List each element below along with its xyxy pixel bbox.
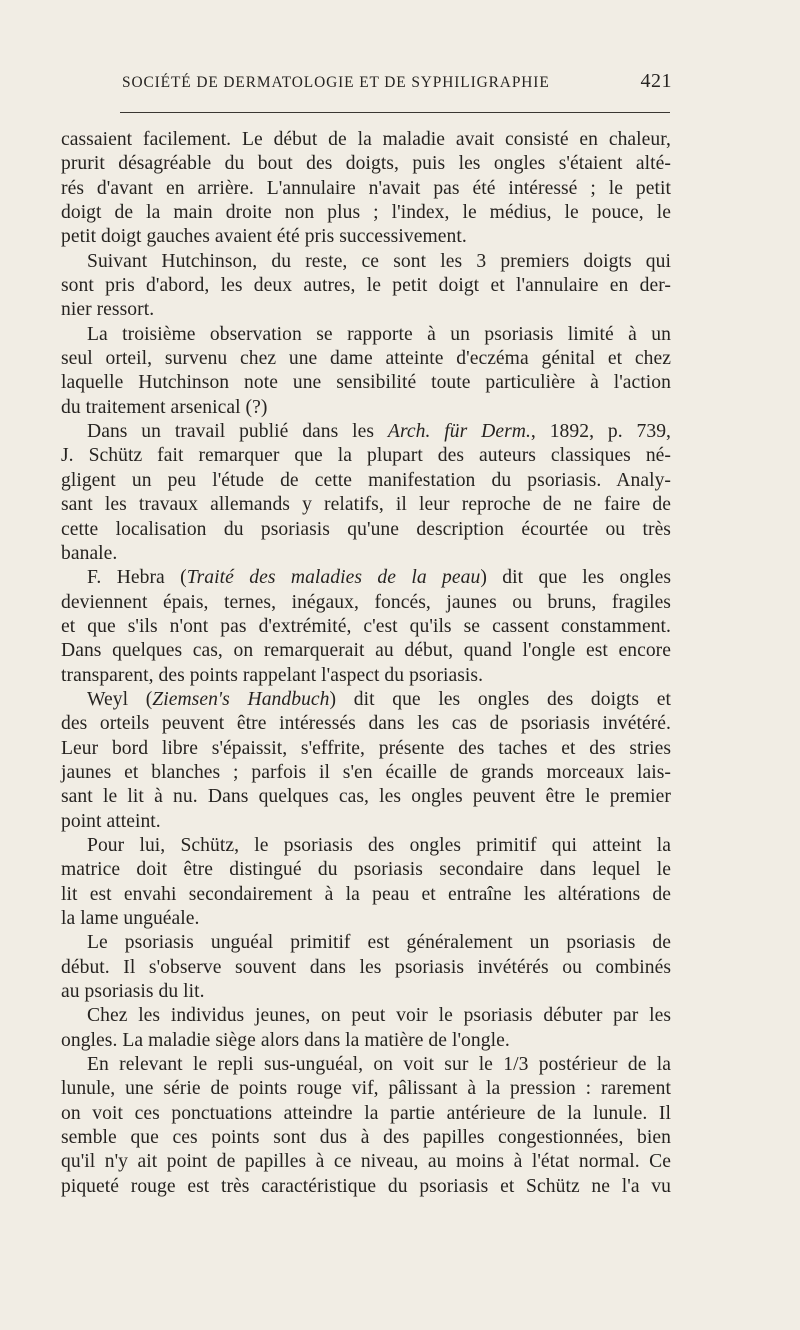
text-line: Suivant Hutchinson, du reste, ce sont les 3 premiers doigts qui [87,250,671,272]
header-rule [120,112,670,113]
text-line: piqueté rouge est très caractéristique du psoriasis et Schütz ne l'a vu [61,1175,671,1197]
text-line [61,566,671,590]
text-line [61,420,671,444]
text-line: qu'il n'y ait point de papilles à ce niveau, au moins à l'état normal. Ce [61,1151,671,1173]
text-line: ongles. La maladie siège alors dans la matière de l'ongle. [61,1029,510,1051]
text-line: petit doigt gauches avaient été pris successivement. [61,226,467,248]
text-line: Le psoriasis unguéal primitif est généralement un psoriasis de [87,932,671,954]
text-line: au psoriasis du lit. [61,981,205,1003]
text-line: gligent un peu l'étude de cette manifestation du psoriasis. Analy- [61,469,671,491]
text-run: ) dit que les ongles des doigts et [329,688,671,710]
text-line [61,688,671,712]
text-line: nier ressort. [61,299,155,321]
book-title: Ziemsen's Handbuch [152,688,330,710]
text-line: début. Il s'observe souvent dans les psoriasis invétérés ou combinés [61,956,671,978]
text-run: Dans un travail publié dans les [87,421,388,443]
text-line: banale. [61,542,118,564]
text-line: rés d'avant en arrière. L'annulaire n'avait pas été intéressé ; le petit [61,177,671,199]
text-line: on voit ces ponctuations atteindre la partie antérieure de la lunule. Il [61,1102,671,1124]
text-line: sant le lit à nu. Dans quelques cas, les ongles peuvent être le premier [61,786,671,808]
text-line: jaunes et blanches ; parfois il s'en écaille de grands morceaux lais- [61,761,671,783]
text-run: F. Hebra ( [87,567,187,589]
book-title: Traité des maladies de la peau [186,567,481,589]
text-line: semble que ces points sont dus à des papilles congestionnées, bien [61,1127,671,1149]
text-line: transparent, des points rappelant l'aspect du psoriasis. [61,664,484,686]
text-line: du traitement arsenical (?) [61,396,268,418]
text-run: , 1892, p. 739, [530,421,671,443]
journal-title: Arch. für Derm. [387,421,531,443]
text-line: laquelle Hutchinson note une sensibilité toute particulière à l'action [61,372,671,394]
text-run: Weyl ( [87,688,153,710]
text-line: lit est envahi secondairement à la peau et entraîne les altérations de [61,883,671,905]
text-line: En relevant le repli sus-unguéal, on voit sur le 1/3 postérieur de la [87,1054,671,1076]
text-line: des orteils peuvent être intéressés dans les cas de psoriasis invétéré. [61,713,671,735]
text-line: la lame unguéale. [61,908,200,929]
text-line: cette localisation du psoriasis qu'une description écourtée ou très [61,518,671,540]
text-line: matrice doit être distingué du psoriasis secondaire dans lequel le [61,859,671,881]
text-run: ) dit que les ongles [480,567,671,589]
text-line: lunule, une série de points rouge vif, pâlissant à la pression : rarement [61,1078,671,1100]
text-line: prurit désagréable du bout des doigts, puis les ongles s'étaient alté- [61,153,671,175]
text-line: sant les travaux allemands y relatifs, il leur reproche de ne faire de [61,494,671,516]
text-line: J. Schütz fait remarquer que la plupart des auteurs classiques né- [61,445,671,467]
page-number: 421 [640,70,672,92]
text-line: La troisième observation se rapporte à un psoriasis limité à un [87,323,671,345]
text-line: seul orteil, survenu chez une dame atteinte d'eczéma génital et chez [61,348,671,370]
text-line: et que s'ils n'ont pas d'extrémité, c'est qu'ils se cassent constamment. [61,615,671,637]
text-line: deviennent épais, ternes, inégaux, foncés, jaunes ou bruns, fragiles [61,591,671,613]
page-header [122,70,672,104]
text-line: sont pris d'abord, les deux autres, le petit doigt et l'annulaire en der- [61,275,671,297]
text-line: doigt de la main droite non plus ; l'index, le médius, le pouce, le [61,202,671,224]
text-line: Leur bord libre s'épaissit, s'effrite, présente des taches et des stries [61,737,671,759]
text-line: Pour lui, Schütz, le psoriasis des ongles primitif qui atteint la [87,834,671,856]
text-line: cassaient facilement. Le début de la maladie avait consisté en chaleur, [61,129,671,150]
body-text [61,128,671,1199]
text-line: point atteint. [61,810,161,832]
text-line: Dans quelques cas, on remarquerait au début, quand l'ongle est encore [61,640,671,662]
text-line: Chez les individus jeunes, on peut voir le psoriasis débuter par les [87,1005,671,1027]
running-title: SOCIÉTÉ DE DERMATOLOGIE ET DE SYPHILIGRAPHIE [122,74,550,91]
